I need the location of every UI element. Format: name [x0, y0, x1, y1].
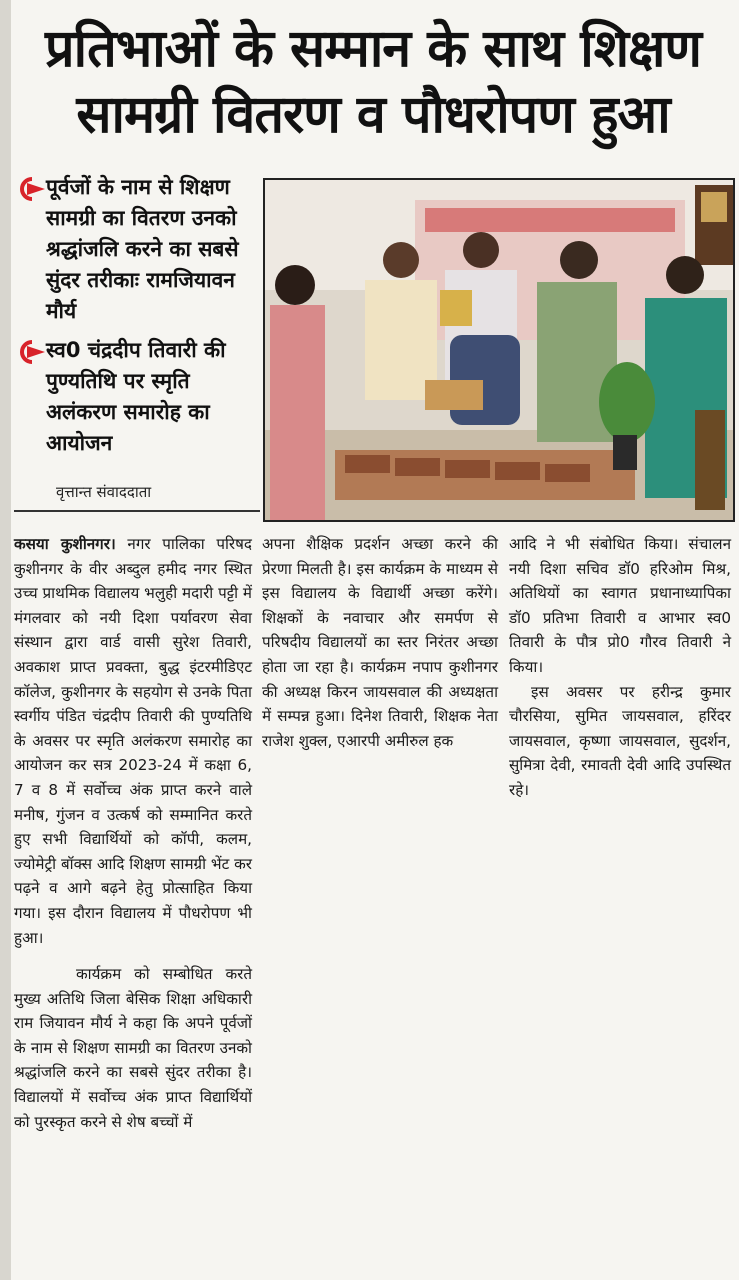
article-column-1	[14, 532, 252, 1134]
highlight-text: स्व0 चंद्रदीप तिवारी की पुण्यतिथि पर स्मृति अलंकरण समारोह का आयोजन	[46, 338, 226, 455]
headline	[14, 16, 732, 148]
body-text: नगर पालिका परिषद कुशीनगर के वीर अब्दुल हमीद नगर स्थित उच्च प्राथमिक विद्यालय भलुही मदारी पट्टी में मंगलवार को नयी दिशा पर्यावरण सेवा संस्थान द्वारा वार्ड वासी सुरेश तिवारी, अवकाश प्राप्त प्रवक्ता, बुद्ध इंटरमीडिएट कॉलेज, कुशीनगर के सहयोग से उनके पिता स्वर्गीय पंडित चंद्रदीप तिवारी की पुण्यतिथि के अवसर पर स्मृति अलंकरण समारोह का आयोजन कर सत्र 2023-24 में कक्षा 6, 7 व 8 में सर्वोच्च अंक प्राप्त करने वाले मनीष, गुंजन व उत्कर्ष को सम्मानित करते हुए सभी विद्यार्थियों को कॉपी, कलम, ज्योमेट्री बॉक्स आदि शिक्षण सामग्री भेंट कर पढ़ने व आगे बढ़ने हेतु प्रोत्साहित किया गया। इस दौरान विद्यालय में पौधरोपण भी हुआ।	[14, 535, 252, 947]
news-photo	[263, 178, 735, 522]
body-paragraph: अपना शैक्षिक प्रदर्शन अच्छा करने की प्रेरणा मिलती है। इस कार्यक्रम के माध्यम से इस विद्यालय के विद्यार्थी अच्छा करेंगे। शिक्षकों के नवाचार और समर्पण से परिषदीय विद्यालयों का स्तर निरंतर अच्छा होता जा रहा है। कार्यक्रम नपाप कुशीनगर की अध्यक्ष किरन जायसवाल की अध्यक्षता में सम्पन्न हुआ। दिनेश तिवारी, शिक्षक नेता राजेश शुक्ल, एआरपी अमीरुल हक	[262, 535, 498, 750]
headline-line-2: सामग्री वितरण व पौधरोपण हुआ	[76, 85, 670, 145]
highlight-text: पूर्वजों के नाम से शिक्षण सामग्री का वितरण उनको श्रद्धांजलि करने का सबसे सुंदर तरीकाः रामजियावन मौर्य	[46, 175, 239, 323]
byline: वृत्तान्त संवाददाता	[56, 483, 152, 501]
highlight-item	[18, 335, 260, 459]
photo-illustration	[265, 180, 733, 520]
byline-rule	[14, 510, 260, 512]
red-arrow-icon	[18, 176, 46, 202]
body-paragraph: इस अवसर पर हरीन्द्र कुमार चौरसिया, सुमित जायसवाल, हरिंदर जायसवाल, कृष्णा जायसवाल, सुदर्शन, सुमित्रा देवी, रमावती देवी आदि उपस्थित रहे।	[509, 682, 731, 799]
article-column-3	[509, 532, 731, 803]
headline-line-1: प्रतिभाओं के सम्मान के साथ शिक्षण	[45, 19, 701, 79]
dateline: कसया कुशीनगर।	[14, 535, 116, 553]
highlight-item	[18, 172, 260, 327]
highlights	[18, 172, 260, 467]
body-paragraph: आदि ने भी संबोधित किया। संचालन नयी दिशा सचिव डॉ0 हरिओम मिश्र, अतिथियों का स्वागत प्रधानाध्यापिका डॉ0 प्रतिभा तिवारी व आभार स्व0 तिवारी के पौत्र प्रो0 गौरव तिवारी ने किया।	[509, 535, 731, 676]
body-paragraph: कार्यक्रम को सम्बोधित करते मुख्य अतिथि जिला बेसिक शिक्षा अधिकारी राम जियावन मौर्य ने कहा कि अपने पूर्वजों के नाम से शिक्षण सामग्री का वितरण उनको श्रद्धांजलि करने का सबसे सुंदर तरीका है। विद्यालयों में सर्वोच्च अंक प्राप्त विद्यार्थियों को पुरस्कृत करने से शेष बच्चों में	[14, 965, 252, 1131]
red-arrow-icon	[18, 339, 46, 365]
page-edge	[0, 0, 11, 1280]
article-column-2	[262, 532, 498, 753]
body-paragraph	[14, 532, 252, 950]
